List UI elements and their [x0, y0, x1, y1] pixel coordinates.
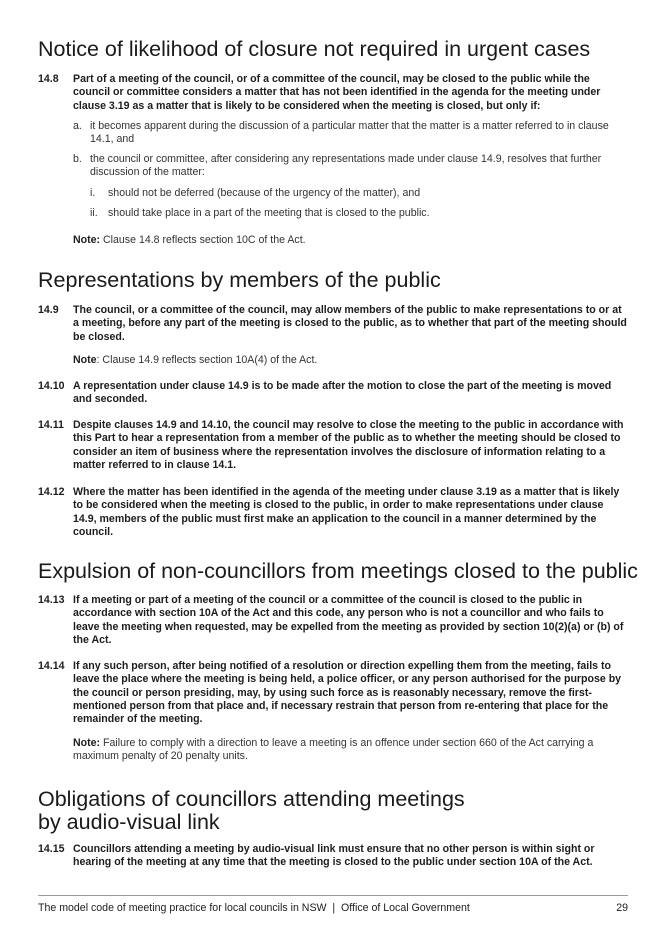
clause-14-14 [38, 660, 628, 726]
note-14-9 [73, 354, 628, 367]
subclause-label: i. [90, 187, 96, 199]
clause-number: 14.8 [38, 73, 59, 85]
note-label: Note [73, 354, 97, 366]
clause-text: Part of a meeting of the council, or of a committee of the council, may be closed to the public while the council or committee considers a matter that has not been identified in the agenda for the meeting under clause 3.19 as a matter that is likely to be considered when the meeting is closed, but only if: [73, 73, 601, 112]
subclause-ii [90, 207, 628, 220]
clause-text: Where the matter has been identified in the agenda of the meeting under clause 3.19 as a matter that is likely to be considered when the meeting is closed to the public, in order to make representations under clause 14.9, members of the public must first make an application to the council in a manner determined by the council. [73, 486, 620, 538]
clause-14-13 [38, 594, 628, 647]
note-14-8 [73, 234, 628, 247]
clause-text: Despite clauses 14.9 and 14.10, the council may resolve to close the meeting to the public in accordance with this Part to hear a representation from a member of the public as to whether the meeting should be closed to consider an item of business where the representation involves the disclosure of information relating to a matter referred to in clause 14.1. [73, 419, 624, 471]
page-footer [38, 902, 628, 915]
note-text: : Clause 14.9 reflects section 10A(4) of the Act. [96, 354, 318, 366]
heading-line-2: by audio-visual link [38, 810, 220, 834]
clause-text: The council, or a committee of the council, may allow members of the public to make representations to or at a meeting, before any part of the meeting is closed to the public, as to whether that part of the meeting should be closed. [73, 304, 627, 343]
clause-14-8 [38, 73, 628, 113]
section-heading-expulsion: Expulsion of non-councillors from meetings closed to the public [38, 559, 638, 583]
footer-divider [38, 895, 628, 896]
clause-text: Councillors attending a meeting by audio-visual link must ensure that no other person is within sight or hearing of the meeting at any time that the meeting is closed to the public under section 10A of the Act. [73, 843, 595, 869]
clause-number: 14.13 [38, 594, 65, 606]
clause-14-12 [38, 486, 628, 539]
clause-text: If any such person, after being notified of a resolution or direction expelling them from the meeting, fails to leave the place where the meeting is being held, a police officer, or any person authorised for the purpose by the council or person presiding, may, by using such force as is reasonably necessary, remove the first-mentioned person from that place and, if necessary restrain that person from re-entering that place for the remainder of the meeting. [73, 660, 622, 726]
note-label: Note: [73, 737, 101, 749]
subclause-b [73, 153, 628, 180]
subclause-label: a. [73, 120, 82, 132]
subclause-text: should not be deferred (because of the urgency of the matter), and [108, 187, 421, 199]
subclause-text: the council or committee, after considering any representations made under clause 14.9, resolves that further discussion of the matter: [90, 153, 602, 179]
footer-text: The model code of meeting practice for local councils in NSW | Office of Local Government [38, 902, 470, 914]
section-heading-representations: Representations by members of the public [38, 268, 441, 292]
subclause-label: ii. [90, 207, 98, 219]
clause-number: 14.10 [38, 380, 65, 392]
clause-14-11 [38, 419, 628, 472]
subclause-a [73, 120, 628, 147]
clause-number: 14.15 [38, 843, 65, 855]
section-heading-closure-notice: Notice of likelihood of closure not required in urgent cases [38, 37, 591, 61]
heading-line-1: Obligations of councillors attending meetings [38, 787, 465, 811]
clause-text: A representation under clause 14.9 is to be made after the motion to close the part of the meeting is moved and seconded. [73, 380, 612, 406]
clause-number: 14.9 [38, 304, 59, 316]
clause-14-9 [38, 304, 628, 344]
clause-text: If a meeting or part of a meeting of the council or a committee of the council is closed to the public in accordance with section 10A of the Act and this code, any person who is not a councillor and who fails to leave the meeting when requested, may be expelled from the meeting as provided by section 10(2)(a) or (b) of the Act. [73, 594, 624, 646]
subclause-i [90, 187, 628, 200]
note-text: Clause 14.8 reflects section 10C of the Act. [100, 234, 306, 246]
clause-14-15 [38, 843, 628, 870]
clause-number: 14.14 [38, 660, 65, 672]
page-number: 29 [616, 902, 628, 914]
note-text: Failure to comply with a direction to leave a meeting is an offence under section 660 of the Act carrying a maximum penalty of 20 penalty units. [73, 737, 594, 763]
clause-14-10 [38, 380, 628, 407]
subclause-text: it becomes apparent during the discussion of a particular matter that the matter is a matter referred to in clause 14.1, and [90, 120, 609, 146]
note-14-14 [73, 737, 628, 764]
section-heading-audio-visual [38, 788, 638, 834]
subclause-label: b. [73, 153, 82, 165]
clause-number: 14.12 [38, 486, 65, 498]
note-label: Note: [73, 234, 101, 246]
subclause-text: should take place in a part of the meeting that is closed to the public. [108, 207, 430, 219]
clause-number: 14.11 [38, 419, 64, 431]
